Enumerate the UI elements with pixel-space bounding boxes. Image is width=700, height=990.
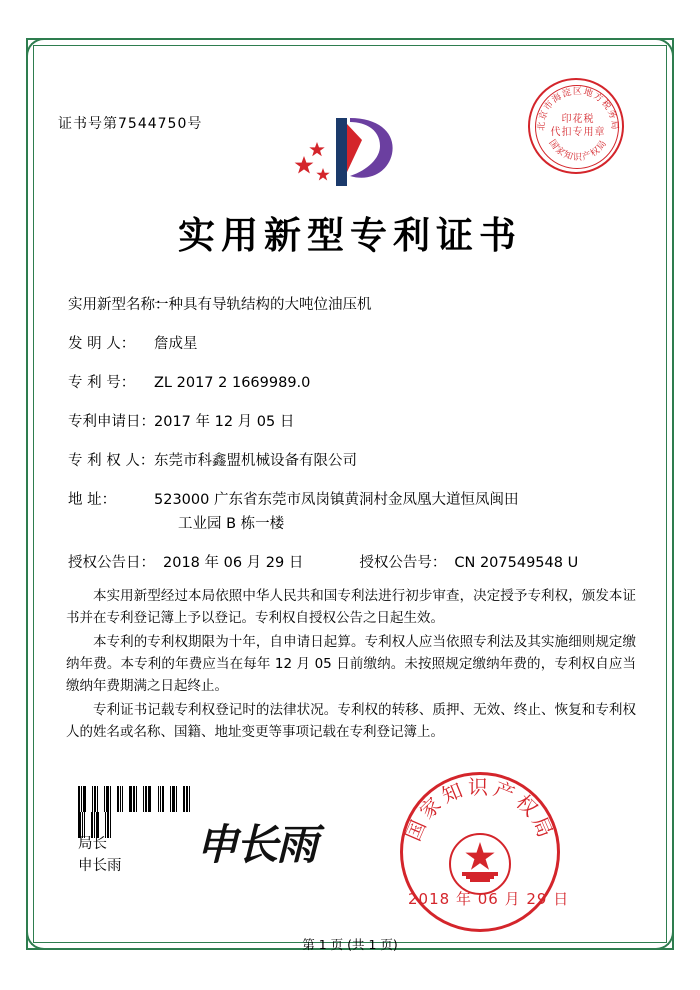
field-label: 实用新型名称： — [68, 297, 170, 313]
field-label: 专 利 号： — [68, 375, 136, 391]
page-footer: 第 1 页 (共 1 页) — [302, 937, 398, 952]
field-value — [154, 490, 648, 534]
field-label: 专利申请日： — [68, 414, 155, 430]
document-barcode — [78, 786, 198, 812]
svg-text:国家知识产权局: 国家知识产权局 — [400, 775, 560, 845]
field-row-patentee — [68, 451, 648, 471]
field-label: 专 利 权 人： — [68, 453, 155, 469]
field-row-patent-number — [68, 373, 648, 393]
tax-stamp — [528, 78, 624, 174]
page-title: 实用新型专利证书 — [178, 214, 522, 257]
field-label: 地 址： — [68, 492, 117, 508]
svg-text:国家知识产权局: 国家知识产权局 — [546, 138, 610, 163]
paragraph-3: 专利证书记载专利权登记时的法律状况。专利权的转移、质押、无效、终止、恢复和专利权人的姓名或名称、国籍、地址变更等事项记载在专利登记簿上。 — [66, 702, 636, 740]
cnipa-logo-icon — [288, 110, 400, 192]
field-value: 2017 年 12 月 05 日 — [154, 414, 295, 430]
tax-stamp-center-text — [530, 113, 626, 139]
field-value: 詹成星 — [154, 336, 198, 352]
paragraph-2: 本专利的专利权期限为十年，自申请日起算。专利权人应当依照专利法及其实施细则规定缴纳年费。本专利的年费应当在每年 12 月 05 日前缴纳。未按照规定缴纳年费的，专利权自应当缴纳年费期满之日起终止。 — [66, 634, 636, 694]
field-row-utility-model-name — [68, 295, 648, 315]
address-line-2: 工业园 B 栋一楼 — [178, 516, 285, 532]
field-row-address — [68, 490, 648, 534]
field-row-inventor — [68, 334, 648, 354]
grant-date-label: 授权公告日： — [68, 555, 155, 571]
field-label: 发 明 人： — [68, 336, 136, 352]
tax-stamp-line-2: 代扣专用章 — [550, 127, 606, 138]
corner-ornament-top-right — [640, 38, 674, 72]
field-row-grant-announcement — [68, 553, 648, 573]
field-value: 一种具有导轨结构的大吨位油压机 — [154, 297, 372, 313]
field-value: ZL 2017 2 1669989.0 — [154, 375, 311, 391]
paragraph-1: 本实用新型经过本局依照中华人民共和国专利法进行初步审查，决定授予专利权，颁发本证书并在专利登记簿上予以登记。专利权自授权公告之日起生效。 — [66, 588, 636, 626]
tax-stamp-line-1: 印花税 — [561, 114, 595, 125]
director-name-label: 申长雨 — [78, 858, 122, 874]
legal-text-body — [66, 585, 636, 745]
grant-date-segment — [68, 553, 303, 573]
grant-date-value: 2018 年 06 月 29 日 — [163, 555, 304, 571]
certificate-fields — [68, 295, 648, 592]
certificate-number: 证书号第7544750号 — [58, 116, 203, 132]
address-line-1: 523000 广东省东莞市凤岗镇黄洞村金凤凰大道恒凤闽田 — [154, 492, 519, 508]
director-role-label: 局长 — [78, 836, 107, 852]
seal-date: 2018 年 06 月 29 日 — [408, 890, 570, 908]
grant-number-segment — [359, 553, 578, 573]
grant-number-label: 授权公告号： — [359, 555, 447, 571]
signature-labels — [78, 833, 122, 877]
handwritten-signature: 申长雨 — [196, 820, 317, 869]
svg-text:北京市海淀区地方税务局: 北京市海淀区地方税务局 — [536, 87, 620, 132]
field-value: 东莞市科鑫盟机械设备有限公司 — [154, 453, 357, 469]
grant-number-value: CN 207549548 U — [454, 555, 579, 571]
field-row-application-date — [68, 412, 648, 432]
corner-ornament-top-left — [26, 38, 60, 72]
